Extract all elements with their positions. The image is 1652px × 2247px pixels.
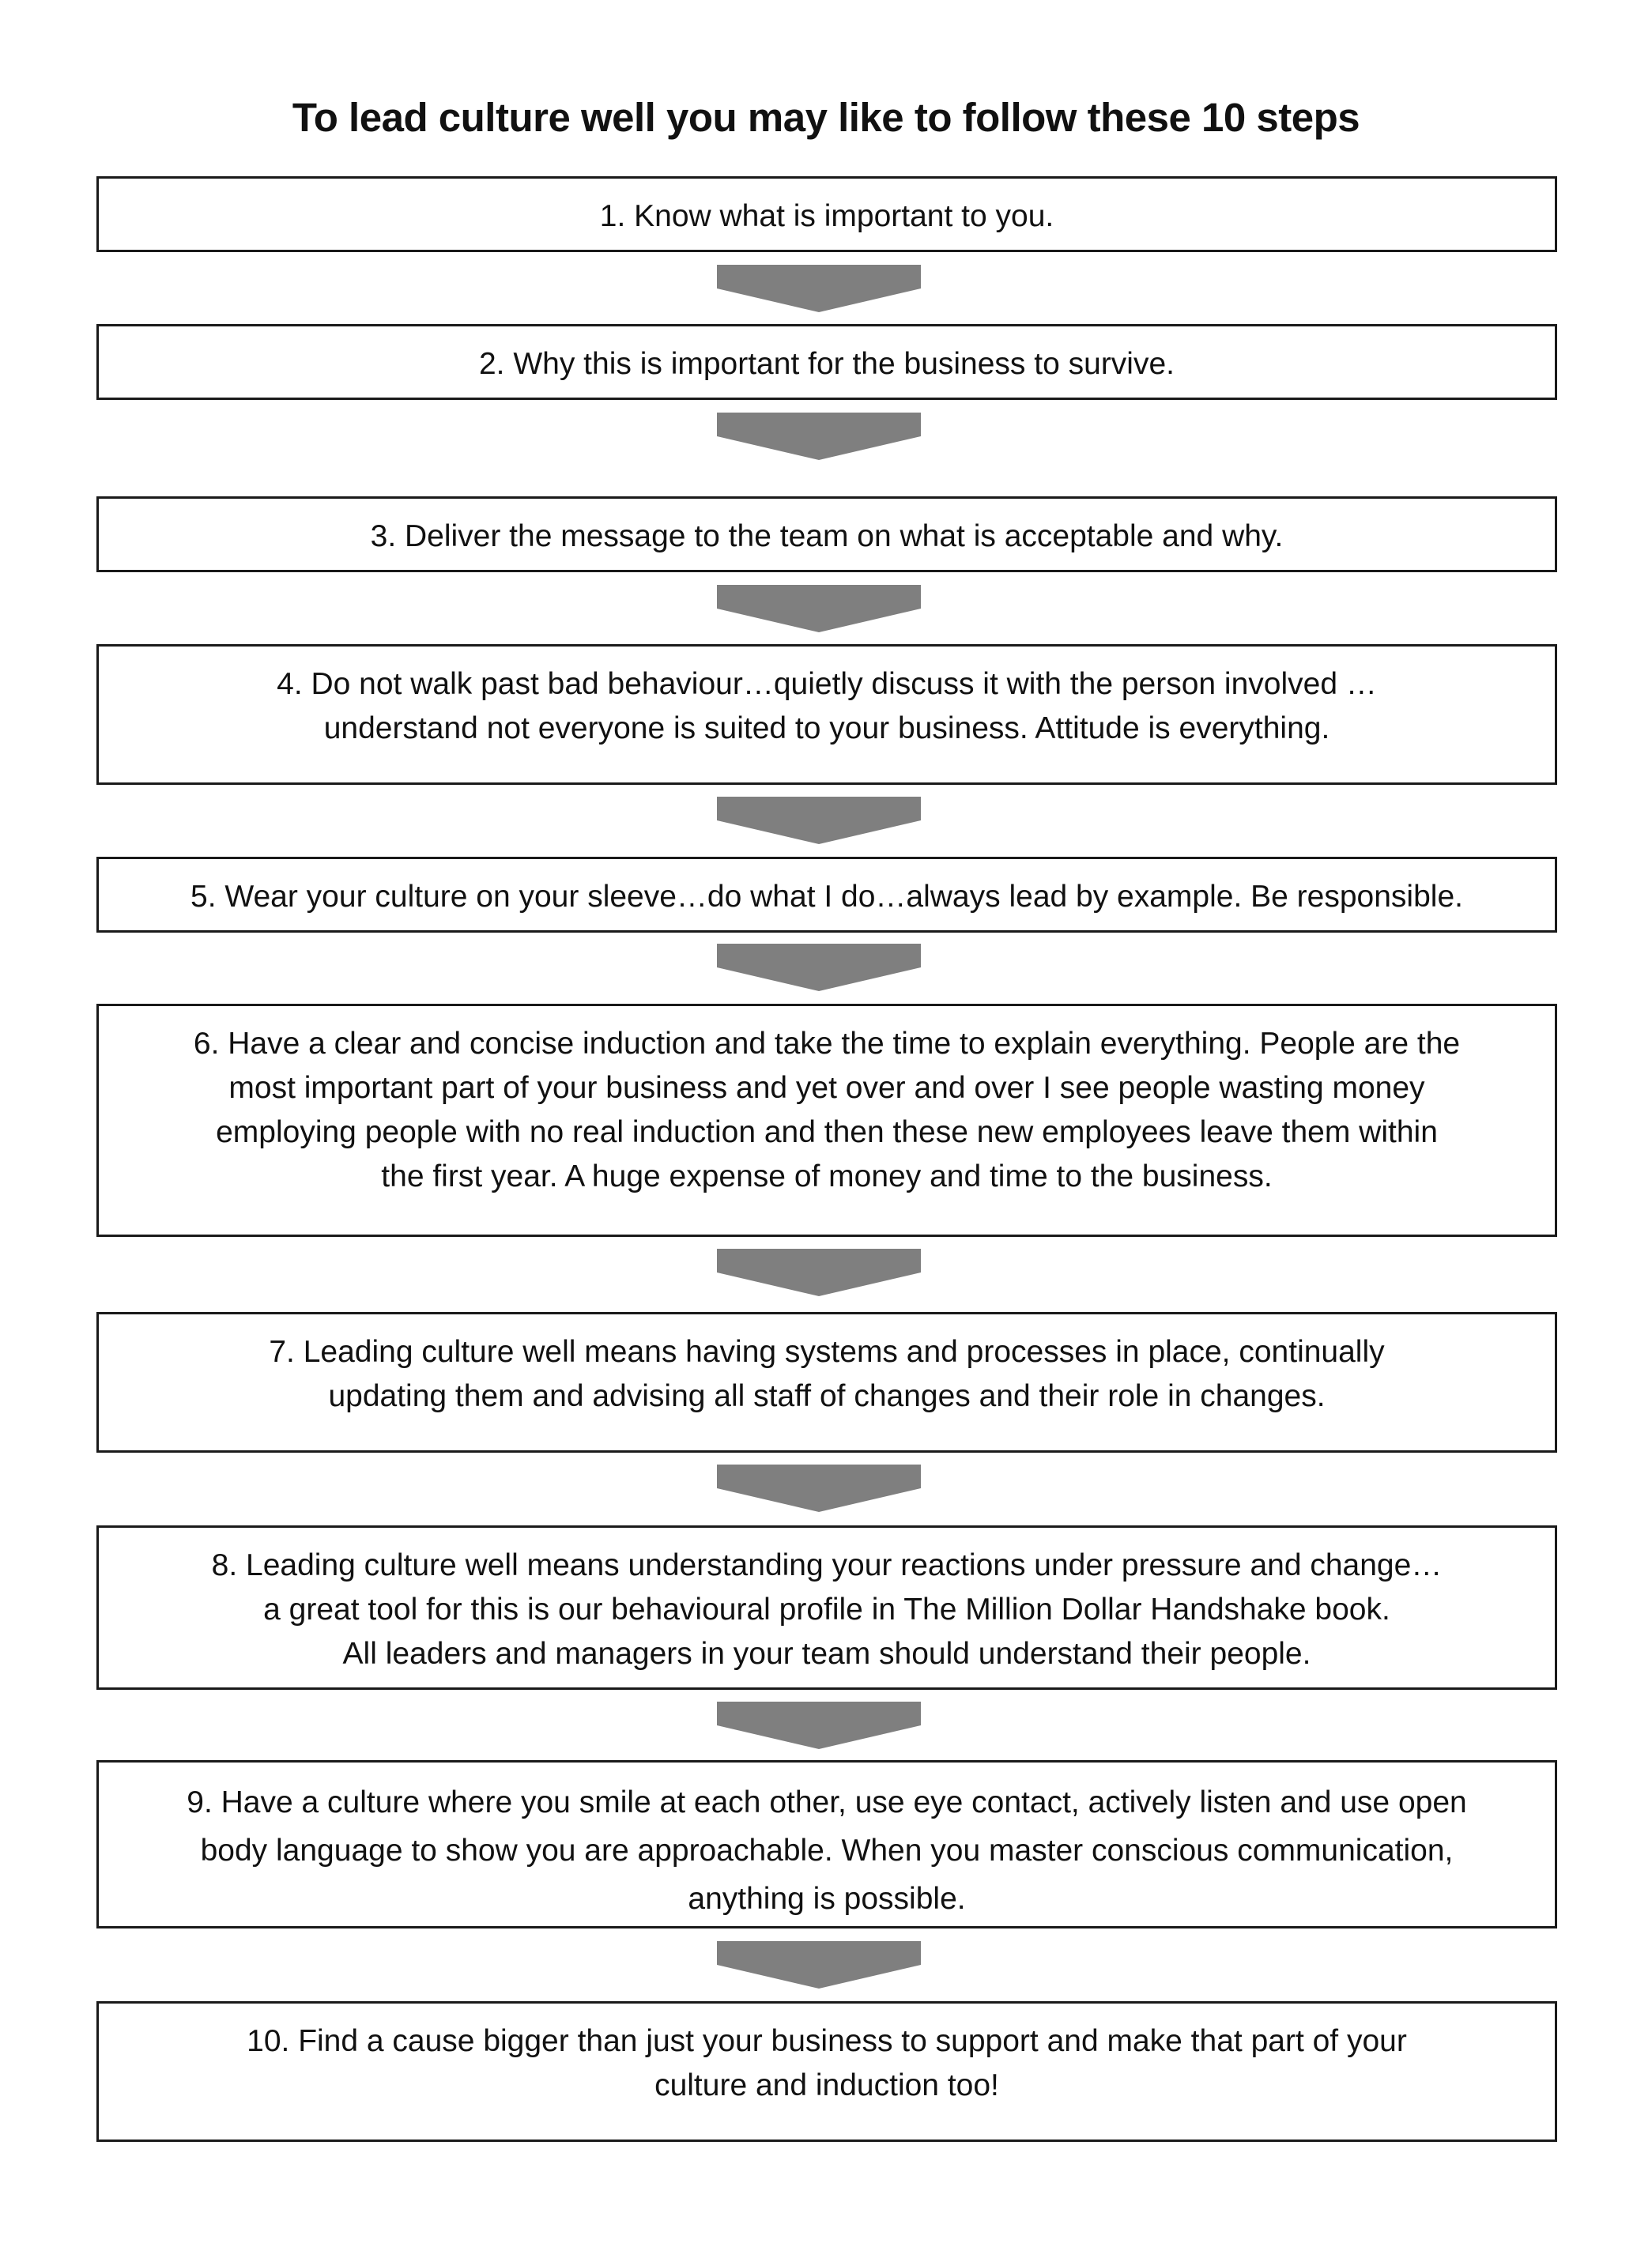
step-text-1: 1. Know what is important to you. <box>599 199 1054 233</box>
down-arrow-icon <box>717 1465 921 1512</box>
down-arrow-icon <box>717 585 921 632</box>
down-arrow-icon <box>717 944 921 991</box>
step-text-3: 3. Deliver the message to the team on what is acceptable and why. <box>370 519 1284 553</box>
step-box-4 <box>96 644 1557 785</box>
step-box-9 <box>96 1760 1557 1928</box>
step-text-8: 8. Leading culture well means understanding your reactions under pressure and change… a great tool for this is our behavioural profile in The Million Dollar Handshake book. All leaders and managers in your team should understand their people. <box>211 1548 1443 1671</box>
down-arrow-icon <box>717 797 921 844</box>
down-arrow-icon <box>717 1702 921 1749</box>
step-box-5 <box>96 857 1557 933</box>
step-text-2: 2. Why this is important for the business to survive. <box>478 347 1175 381</box>
step-text-9: 9. Have a culture where you smile at each other, use eye contact, actively listen and use open body language to show you are approachable. When you master conscious communication, anything is possible. <box>187 1785 1467 1916</box>
step-text-10: 10. Find a cause bigger than just your business to support and make that part of your culture and induction too! <box>247 2024 1407 2102</box>
step-text-7: 7. Leading culture well means having systems and processes in place, continually updating them and advising all staff of changes and their role in changes. <box>269 1335 1385 1413</box>
step-box-2 <box>96 324 1557 400</box>
page-title: To lead culture well you may like to follow these 10 steps <box>292 95 1360 140</box>
step-box-1 <box>96 176 1557 252</box>
step-box-8 <box>96 1525 1557 1690</box>
step-box-3 <box>96 496 1557 572</box>
step-text-6: 6. Have a clear and concise induction and take the time to explain everything. People are the most important part of your business and yet over and over I see people wasting money employing people with no real induction and then these new employees leave them within the first year. A huge expense of money and time to the business. <box>193 1027 1461 1193</box>
step-box-6 <box>96 1004 1557 1237</box>
step-box-7 <box>96 1312 1557 1453</box>
down-arrow-icon <box>717 1249 921 1296</box>
step-text-5: 5. Wear your culture on your sleeve…do what I do…always lead by example. Be responsible. <box>190 880 1463 914</box>
step-box-10 <box>96 2001 1557 2142</box>
step-text-4: 4. Do not walk past bad behaviour…quietly discuss it with the person involved … understand not everyone is suited to your business. Attitude is everything. <box>277 667 1377 745</box>
down-arrow-icon <box>717 1941 921 1989</box>
down-arrow-icon <box>717 265 921 312</box>
down-arrow-icon <box>717 413 921 460</box>
